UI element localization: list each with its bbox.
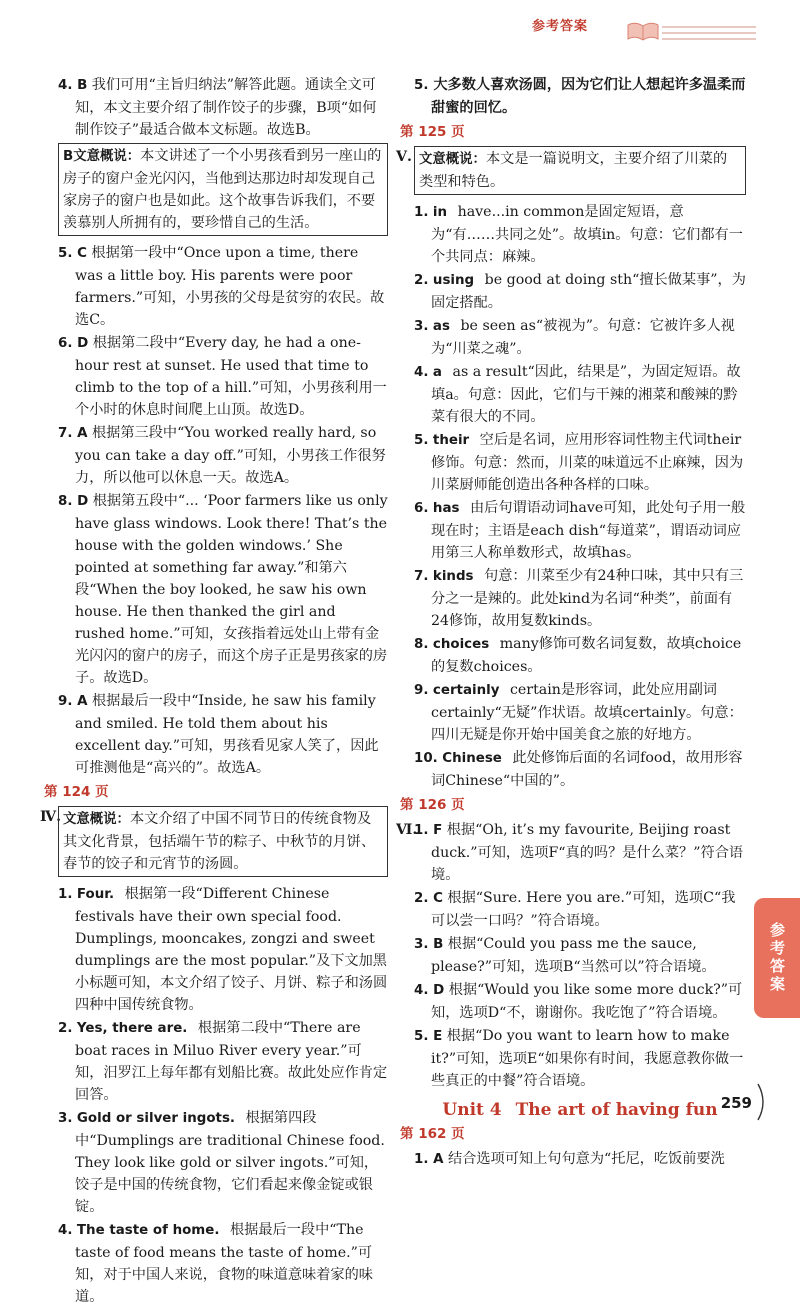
answer-item: 8. choices many修饰可数名词复数，故填choice的复数choices。: [414, 636, 742, 675]
answer-item: 5. E 根据“Do you want to learn how to make it?”可知，选项E“如果你有时间，我愿意教你做一些真正的中餐”符合语境。: [414, 1028, 744, 1089]
answer-item: 5. C 根据第一段中“Once upon a time, there was a little boy. His parents were poor farmers.”可知，小男孩的父母是贫穷的农民。故选C。: [58, 245, 385, 328]
unit-heading: Unit 4 The art of having fun: [442, 1100, 718, 1120]
page-label-126: 第 126 页: [400, 797, 465, 813]
answer-key-tab: 参考答案: [754, 898, 800, 1018]
answer-item: 2. using be good at doing sth“擅长做某事”，为固定搭配。: [414, 272, 746, 311]
section-v: [396, 146, 746, 201]
page-label-124: 第 124 页: [44, 784, 109, 800]
answer-item: 4. a as a result“因此，结果是”，为固定短语。故填a。句意：因此，它们与干辣的湘菜和酸辣的黔菜有很大的不同。: [414, 364, 741, 425]
header-decoration: [662, 26, 756, 44]
answer-item: 8. D 根据第五段中“... ‘Poor farmers like us only have glass windows. Look there! That’s the house with the golden windows.’ She pointed at something far away.”和第六段“When the boy looked, he saw his own house. He then thanked the girl and rushed home.”可知，女孩指着远处山上带有金光闪闪的窗户的房子，而这个房子正是男孩家的房子。故选D。: [58, 493, 388, 686]
answer-item: 5. 大多数人喜欢汤圆，因为它们让人想起许多温柔而甜蜜的回忆。: [414, 77, 746, 116]
page-label-162: 第 162 页: [400, 1126, 465, 1142]
section-vi: [396, 819, 746, 1093]
page-corner-curve: [756, 1082, 770, 1122]
answer-item: 3. as be seen as“被视为”。句意：它被许多人视为“川菜之魂”。: [414, 318, 735, 357]
answer-item: 9. A 根据最后一段中“Inside, he saw his family and smiled. He told them about his excellent day.”可知，男孩看见家人笑了，因此可推测他是“高兴的”。故选A。: [58, 693, 379, 776]
answer-item: 3. Gold or silver ingots. 根据第四段中“Dumplings are traditional Chinese food. They look like gold or silver ingots.”可知，饺子是中国的传统食物，它们看起来像金锭或银锭。: [58, 1110, 385, 1215]
answer-item: 4. B 我们可用“主旨归纳法”解答此题。通读全文可知，本文主要介绍了制作饺子的步骤，B项“如何制作饺子”最适合做本文标题。故选B。: [58, 77, 377, 138]
answer-item: 1. F 根据“Oh, it’s my favourite, Beijing roast duck.”可知，选项F“真的吗？是什么菜？”符合语境。: [414, 822, 744, 883]
answer-item: 6. has 由后句谓语动词have可知，此处句子用一般现在时；主语是each dish“每道菜”，谓语动词应用第三人称单数形式，故填has。: [414, 500, 746, 561]
left-column: [40, 74, 388, 1309]
section-iv: [40, 806, 388, 883]
answer-item: 10. Chinese 此处修饰后面的名词food，故用形容词Chinese“中国的”。: [414, 750, 743, 789]
open-book-icon: [626, 20, 660, 42]
answer-item: 7. kinds 句意：川菜至少有24种口味，其中只有三分之一是辣的。此处kind为名词“种类”，前面有24修饰，故用复数kinds。: [414, 568, 744, 629]
answer-item: 4. D 根据“Would you like some more duck?”可知，选项D“不，谢谢你。我吃饱了”符合语境。: [414, 982, 743, 1021]
answer-item: 2. Yes, there are. 根据第二段中“There are boat races in Miluo River every year.”可知，汨罗江上每年都有划船比赛。故此处应作肯定回答。: [58, 1020, 388, 1103]
answer-item: 5. their 空后是名词，应用形容词性物主代词their修饰。句意：然而，川菜的味道远不止麻辣，因为川菜厨师能创造出各种各样的口味。: [414, 432, 744, 493]
section-number: Ⅴ.: [396, 149, 412, 165]
answer-item: 3. B 根据“Could you pass me the sauce, please?”可知，选项B“当然可以”符合语境。: [414, 936, 716, 975]
summary-box-iv: 文意概说：本文介绍了中国不同节日的传统食物及其文化背景，包括端午节的粽子、中秋节的月饼、春节的饺子和元宵节的汤圆。: [58, 806, 388, 877]
summary-box-b: B文意概说：本文讲述了一个小男孩看到另一座山的房子的窗户金光闪闪，当他到达那边时却发现自己家房子的窗户也是如此。这个故事告诉我们，不要羡慕别人所拥有的，要珍惜自己的生活。: [58, 143, 388, 236]
answer-item: 7. A 根据第三段中“You worked really hard, so you can take a day off.”可知，小男孩工作很努力，所以他可以休息一天。故选A。: [58, 425, 386, 486]
section-vi-items: [414, 819, 746, 1093]
answer-item: 6. D 根据第二段中“Every day, he had a one-hour rest at sunset. He used that time to climb to the top of a hill.”可知，小男孩利用一个小时的休息时间爬上山顶。故选D。: [58, 335, 387, 418]
summary-box-v: 文意概说：本文是一篇说明文，主要介绍了川菜的类型和特色。: [414, 146, 746, 195]
header-title: 参考答案: [532, 19, 589, 34]
answer-item: 4. The taste of home. 根据最后一段中“The taste of food means the taste of home.”可知，对于中国人来说，食物的味道意味着家的味道。: [58, 1222, 373, 1305]
answer-item: 1. Four. 根据第一段“Different Chinese festivals have their own special food. Dumplings, mooncakes, zongzi and sweet dumplings are the most popular.”及下文加黑小标题可知，本文介绍了饺子、月饼、粽子和汤圆四种中国传统食物。: [58, 886, 388, 1013]
answer-item: 1. A 结合选项可知上句句意为“托尼，吃饭前要洗: [414, 1151, 725, 1167]
section-number: Ⅵ.: [396, 822, 418, 838]
page-label-125: 第 125 页: [400, 124, 465, 140]
page-header: [530, 6, 760, 62]
answer-item: 9. certainly certain是形容词，此处应用副词certainly“无疑”作状语。故填certainly。句意：四川无疑是你开始中国美食之旅的好地方。: [414, 682, 743, 743]
right-column: [396, 74, 746, 1172]
answer-item: 1. in have...in common是固定短语，意为“有……共同之处”。故填in。句意：它们都有一个共同点：麻辣。: [414, 204, 743, 265]
page-number: 259: [720, 1094, 752, 1112]
answer-item: 2. C 根据“Sure. Here you are.”可知，选项C“我可以尝一口吗？”符合语境。: [414, 890, 736, 929]
section-number: Ⅳ.: [40, 809, 62, 825]
